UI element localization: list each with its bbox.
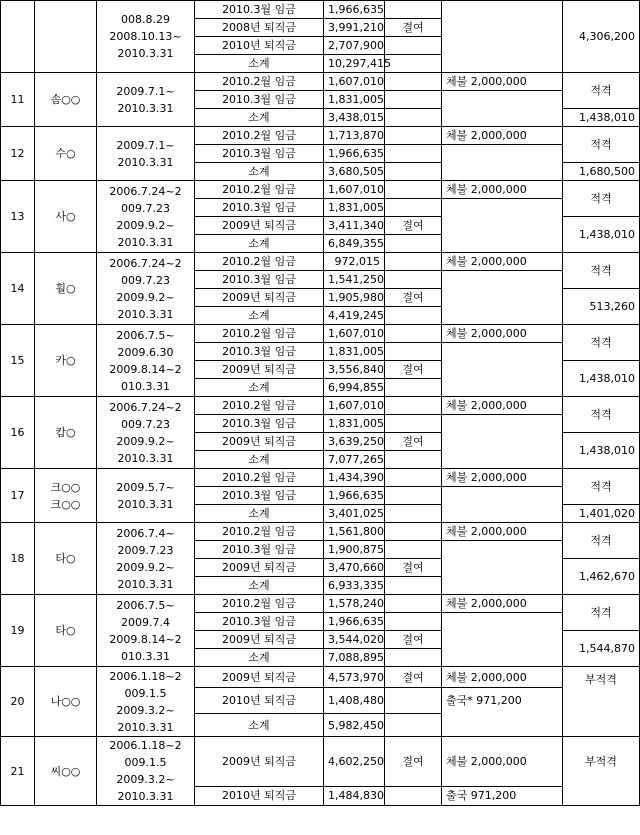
item-note bbox=[385, 397, 442, 415]
item-amount: 3,680,505 bbox=[324, 163, 385, 181]
item-label: 소계 bbox=[195, 505, 324, 523]
item-label: 2010.3월 임금 bbox=[195, 343, 324, 361]
item-label: 소계 bbox=[195, 163, 324, 181]
total-amount: 1,438,010 bbox=[563, 217, 640, 253]
item-amount: 7,088,895 bbox=[324, 649, 385, 667]
deduction bbox=[442, 145, 563, 181]
item-label: 2010.2월 임금 bbox=[195, 181, 324, 199]
item-label: 2010.2월 임금 bbox=[195, 73, 324, 91]
employment-period: 2009.7.1~ 2010.3.31 bbox=[97, 127, 195, 181]
item-label: 소계 bbox=[195, 714, 324, 737]
item-amount: 1,607,010 bbox=[324, 397, 385, 415]
entry-number: 17 bbox=[1, 469, 35, 523]
entry-number: 15 bbox=[1, 325, 35, 397]
item-amount: 1,408,480 bbox=[324, 688, 385, 714]
item-note: 결여 bbox=[385, 433, 442, 451]
item-label: 소계 bbox=[195, 379, 324, 397]
item-note bbox=[385, 379, 442, 397]
item-amount: 3,556,840 bbox=[324, 361, 385, 379]
item-amount: 1,966,635 bbox=[324, 487, 385, 505]
item-note bbox=[385, 343, 442, 361]
total-amount: 1,544,870 bbox=[563, 631, 640, 667]
item-note bbox=[385, 487, 442, 505]
item-note bbox=[385, 145, 442, 163]
item-label: 2010.3월 임금 bbox=[195, 487, 324, 505]
item-label: 2009년 퇴직금 bbox=[195, 289, 324, 307]
item-note: 결여 bbox=[385, 19, 442, 37]
table-row bbox=[1, 469, 640, 487]
employment-period: 2006.7.24~2 009.7.23 2009.9.2~ 2010.3.31 bbox=[97, 181, 195, 253]
item-amount: 3,991,210 bbox=[324, 19, 385, 37]
entry-number: 20 bbox=[1, 667, 35, 737]
item-label: 소계 bbox=[195, 577, 324, 595]
item-label: 2010.2월 임금 bbox=[195, 595, 324, 613]
item-note bbox=[385, 325, 442, 343]
item-note bbox=[385, 714, 442, 737]
item-note bbox=[385, 1, 442, 19]
eligibility-status: 적격 bbox=[563, 469, 640, 505]
deduction: 체불 2,000,000 bbox=[442, 181, 563, 199]
item-amount: 6,994,855 bbox=[324, 379, 385, 397]
item-label: 소계 bbox=[195, 109, 324, 127]
item-note: 결여 bbox=[385, 217, 442, 235]
item-amount: 1,966,635 bbox=[324, 145, 385, 163]
entry-number: 16 bbox=[1, 397, 35, 469]
item-amount: 1,905,980 bbox=[324, 289, 385, 307]
item-amount: 3,544,020 bbox=[324, 631, 385, 649]
item-amount: 3,438,015 bbox=[324, 109, 385, 127]
item-amount: 5,982,450 bbox=[324, 714, 385, 737]
deduction: 체불 2,000,000 bbox=[442, 127, 563, 145]
item-amount: 2,707,900 bbox=[324, 37, 385, 55]
item-label: 2010.2월 임금 bbox=[195, 127, 324, 145]
item-note bbox=[385, 109, 442, 127]
deduction: 체불 2,000,000 bbox=[442, 73, 563, 91]
item-label: 2010년 퇴직금 bbox=[195, 688, 324, 714]
eligibility-status: 적격 bbox=[563, 595, 640, 631]
item-label: 소계 bbox=[195, 55, 324, 73]
item-amount: 1,484,830 bbox=[324, 786, 385, 805]
entry-number: 12 bbox=[1, 127, 35, 181]
item-label: 2010.3월 임금 bbox=[195, 613, 324, 631]
item-amount: 972,015 bbox=[324, 253, 385, 271]
total-amount: 1,438,010 bbox=[563, 109, 640, 127]
employment-period: 008.8.29 2008.10.13~ 2010.3.31 bbox=[97, 1, 195, 73]
item-amount: 4,419,245 bbox=[324, 307, 385, 325]
item-amount: 10,297,415 bbox=[324, 55, 385, 73]
item-amount: 1,900,875 bbox=[324, 541, 385, 559]
item-note: 결여 bbox=[385, 559, 442, 577]
item-label: 2009년 퇴직금 bbox=[195, 737, 324, 787]
employment-period: 2006.1.18~2 009.1.5 2009.3.2~ 2010.3.31 bbox=[97, 737, 195, 806]
table-row bbox=[1, 1, 640, 19]
entry-number: 21 bbox=[1, 737, 35, 806]
item-note bbox=[385, 163, 442, 181]
item-label: 2010.3월 임금 bbox=[195, 541, 324, 559]
item-amount: 7,077,265 bbox=[324, 451, 385, 469]
item-note bbox=[385, 613, 442, 631]
entry-number: 18 bbox=[1, 523, 35, 595]
item-amount: 3,401,025 bbox=[324, 505, 385, 523]
worker-name: 나○○ bbox=[35, 667, 97, 737]
deduction: 체불 2,000,000 bbox=[442, 397, 563, 415]
item-amount: 4,573,970 bbox=[324, 667, 385, 688]
item-label: 2010.2월 임금 bbox=[195, 523, 324, 541]
item-note: 결여 bbox=[385, 737, 442, 787]
worker-name: 카○ bbox=[35, 325, 97, 397]
item-label: 2010.3월 임금 bbox=[195, 271, 324, 289]
item-amount: 4,602,250 bbox=[324, 737, 385, 787]
employment-period: 2006.7.4~ 2009.7.23 2009.9.2~ 2010.3.31 bbox=[97, 523, 195, 595]
employment-period: 2009.5.7~ 2010.3.31 bbox=[97, 469, 195, 523]
deduction bbox=[442, 199, 563, 253]
deduction bbox=[442, 1, 563, 73]
item-amount: 3,411,340 bbox=[324, 217, 385, 235]
item-label: 소계 bbox=[195, 307, 324, 325]
total-amount: 1,462,670 bbox=[563, 559, 640, 595]
worker-name bbox=[35, 1, 97, 73]
table-row bbox=[1, 325, 640, 343]
total-amount: 513,260 bbox=[563, 289, 640, 325]
deduction: 체불 2,000,000 bbox=[442, 469, 563, 487]
eligibility-status: 적격 bbox=[563, 325, 640, 361]
deduction: 출국* 971,200 bbox=[442, 688, 563, 737]
item-note bbox=[385, 595, 442, 613]
item-note bbox=[385, 307, 442, 325]
item-amount: 1,607,010 bbox=[324, 325, 385, 343]
deduction bbox=[442, 487, 563, 523]
worker-name: 수○ bbox=[35, 127, 97, 181]
total-amount: 1,680,500 bbox=[563, 163, 640, 181]
deduction: 체불 2,000,000 bbox=[442, 667, 563, 688]
total-amount: 4,306,200 bbox=[563, 1, 640, 73]
employment-period: 2006.1.18~2 009.1.5 2009.3.2~ 2010.3.31 bbox=[97, 667, 195, 737]
entry-number: 13 bbox=[1, 181, 35, 253]
item-note bbox=[385, 649, 442, 667]
table-row bbox=[1, 397, 640, 415]
item-note bbox=[385, 37, 442, 55]
item-amount: 1,831,005 bbox=[324, 199, 385, 217]
item-amount: 1,713,870 bbox=[324, 127, 385, 145]
item-note bbox=[385, 199, 442, 217]
item-note bbox=[385, 451, 442, 469]
item-note bbox=[385, 541, 442, 559]
item-amount: 6,933,335 bbox=[324, 577, 385, 595]
item-label: 2010.3월 임금 bbox=[195, 1, 324, 19]
item-amount: 1,561,800 bbox=[324, 523, 385, 541]
item-label: 2008년 퇴직금 bbox=[195, 19, 324, 37]
item-label: 2009년 퇴직금 bbox=[195, 217, 324, 235]
item-amount: 1,831,005 bbox=[324, 91, 385, 109]
entry-number: 14 bbox=[1, 253, 35, 325]
eligibility-status: 적격 bbox=[563, 253, 640, 289]
item-amount: 3,470,660 bbox=[324, 559, 385, 577]
entry-number bbox=[1, 1, 35, 73]
deduction bbox=[442, 541, 563, 595]
table-row bbox=[1, 127, 640, 145]
item-label: 소계 bbox=[195, 451, 324, 469]
entry-number: 11 bbox=[1, 73, 35, 127]
item-label: 2010.3월 임금 bbox=[195, 145, 324, 163]
item-amount: 1,434,390 bbox=[324, 469, 385, 487]
item-note bbox=[385, 55, 442, 73]
table-row bbox=[1, 181, 640, 199]
worker-name: 솜○○ bbox=[35, 73, 97, 127]
item-label: 2009년 퇴직금 bbox=[195, 361, 324, 379]
worker-name: 훨○ bbox=[35, 253, 97, 325]
table-row bbox=[1, 667, 640, 688]
employment-period: 2006.7.5~ 2009.7.4 2009.8.14~2 010.3.31 bbox=[97, 595, 195, 667]
item-note: 결여 bbox=[385, 361, 442, 379]
deduction bbox=[442, 415, 563, 469]
item-amount: 1,966,635 bbox=[324, 1, 385, 19]
employment-period: 2009.7.1~ 2010.3.31 bbox=[97, 73, 195, 127]
deduction bbox=[442, 271, 563, 325]
item-note bbox=[385, 91, 442, 109]
item-note bbox=[385, 505, 442, 523]
entry-number: 19 bbox=[1, 595, 35, 667]
table-row bbox=[1, 595, 640, 613]
deduction: 체불 2,000,000 bbox=[442, 253, 563, 271]
item-note: 결여 bbox=[385, 667, 442, 688]
item-amount: 1,607,010 bbox=[324, 73, 385, 91]
employment-period: 2006.7.5~ 2009.6.30 2009.8.14~2 010.3.31 bbox=[97, 325, 195, 397]
item-label: 2010.3월 임금 bbox=[195, 199, 324, 217]
item-amount: 6,849,355 bbox=[324, 235, 385, 253]
table-row bbox=[1, 737, 640, 787]
item-note bbox=[385, 469, 442, 487]
item-label: 2009년 퇴직금 bbox=[195, 631, 324, 649]
table-row bbox=[1, 523, 640, 541]
deduction: 체불 2,000,000 bbox=[442, 737, 563, 787]
item-label: 2010.2월 임금 bbox=[195, 253, 324, 271]
item-note bbox=[385, 127, 442, 145]
total-amount: 1,438,010 bbox=[563, 361, 640, 397]
table-row bbox=[1, 73, 640, 91]
item-label: 2010.2월 임금 bbox=[195, 469, 324, 487]
item-label: 소계 bbox=[195, 235, 324, 253]
eligibility-status: 적격 bbox=[563, 127, 640, 163]
item-note: 결여 bbox=[385, 289, 442, 307]
item-note bbox=[385, 235, 442, 253]
eligibility-status: 부적격 bbox=[563, 737, 640, 806]
item-label: 2010년 퇴직금 bbox=[195, 786, 324, 805]
item-note bbox=[385, 73, 442, 91]
worker-name: 사○ bbox=[35, 181, 97, 253]
item-note bbox=[385, 271, 442, 289]
eligibility-status: 적격 bbox=[563, 73, 640, 109]
eligibility-status: 적격 bbox=[563, 181, 640, 217]
deduction: 체불 2,000,000 bbox=[442, 523, 563, 541]
item-amount: 3,639,250 bbox=[324, 433, 385, 451]
item-note bbox=[385, 786, 442, 805]
item-amount: 1,578,240 bbox=[324, 595, 385, 613]
item-note bbox=[385, 181, 442, 199]
item-amount: 1,831,005 bbox=[324, 415, 385, 433]
item-note bbox=[385, 415, 442, 433]
eligibility-status: 부적격 bbox=[563, 667, 640, 737]
deduction: 체불 2,000,000 bbox=[442, 325, 563, 343]
item-label: 2009년 퇴직금 bbox=[195, 433, 324, 451]
item-label: 2009년 퇴직금 bbox=[195, 667, 324, 688]
item-label: 2009년 퇴직금 bbox=[195, 559, 324, 577]
deduction bbox=[442, 91, 563, 127]
employment-period: 2006.7.24~2 009.7.23 2009.9.2~ 2010.3.31 bbox=[97, 397, 195, 469]
item-amount: 1,607,010 bbox=[324, 181, 385, 199]
deduction: 출국 971,200 bbox=[442, 786, 563, 805]
worker-name: 크○○ 크○○ bbox=[35, 469, 97, 523]
eligibility-status: 적격 bbox=[563, 397, 640, 433]
deduction: 체불 2,000,000 bbox=[442, 595, 563, 613]
item-note bbox=[385, 523, 442, 541]
employment-period: 2006.7.24~2 009.7.23 2009.9.2~ 2010.3.31 bbox=[97, 253, 195, 325]
deduction bbox=[442, 343, 563, 397]
total-amount: 1,401,020 bbox=[563, 505, 640, 523]
item-label: 2010.2월 임금 bbox=[195, 397, 324, 415]
worker-name: 타○ bbox=[35, 523, 97, 595]
worker-name: 타○ bbox=[35, 595, 97, 667]
item-note: 결여 bbox=[385, 631, 442, 649]
item-label: 2010년 퇴직금 bbox=[195, 37, 324, 55]
item-note bbox=[385, 577, 442, 595]
worker-name: 캄○ bbox=[35, 397, 97, 469]
table-row bbox=[1, 253, 640, 271]
item-note bbox=[385, 688, 442, 714]
item-label: 2010.3월 임금 bbox=[195, 415, 324, 433]
item-note bbox=[385, 253, 442, 271]
total-amount: 1,438,010 bbox=[563, 433, 640, 469]
item-label: 소계 bbox=[195, 649, 324, 667]
item-label: 2010.3월 임금 bbox=[195, 91, 324, 109]
item-amount: 1,966,635 bbox=[324, 613, 385, 631]
worker-name: 씨○○ bbox=[35, 737, 97, 806]
item-label: 2010.2월 임금 bbox=[195, 325, 324, 343]
eligibility-status: 적격 bbox=[563, 523, 640, 559]
item-amount: 1,541,250 bbox=[324, 271, 385, 289]
item-amount: 1,831,005 bbox=[324, 343, 385, 361]
deduction bbox=[442, 613, 563, 667]
